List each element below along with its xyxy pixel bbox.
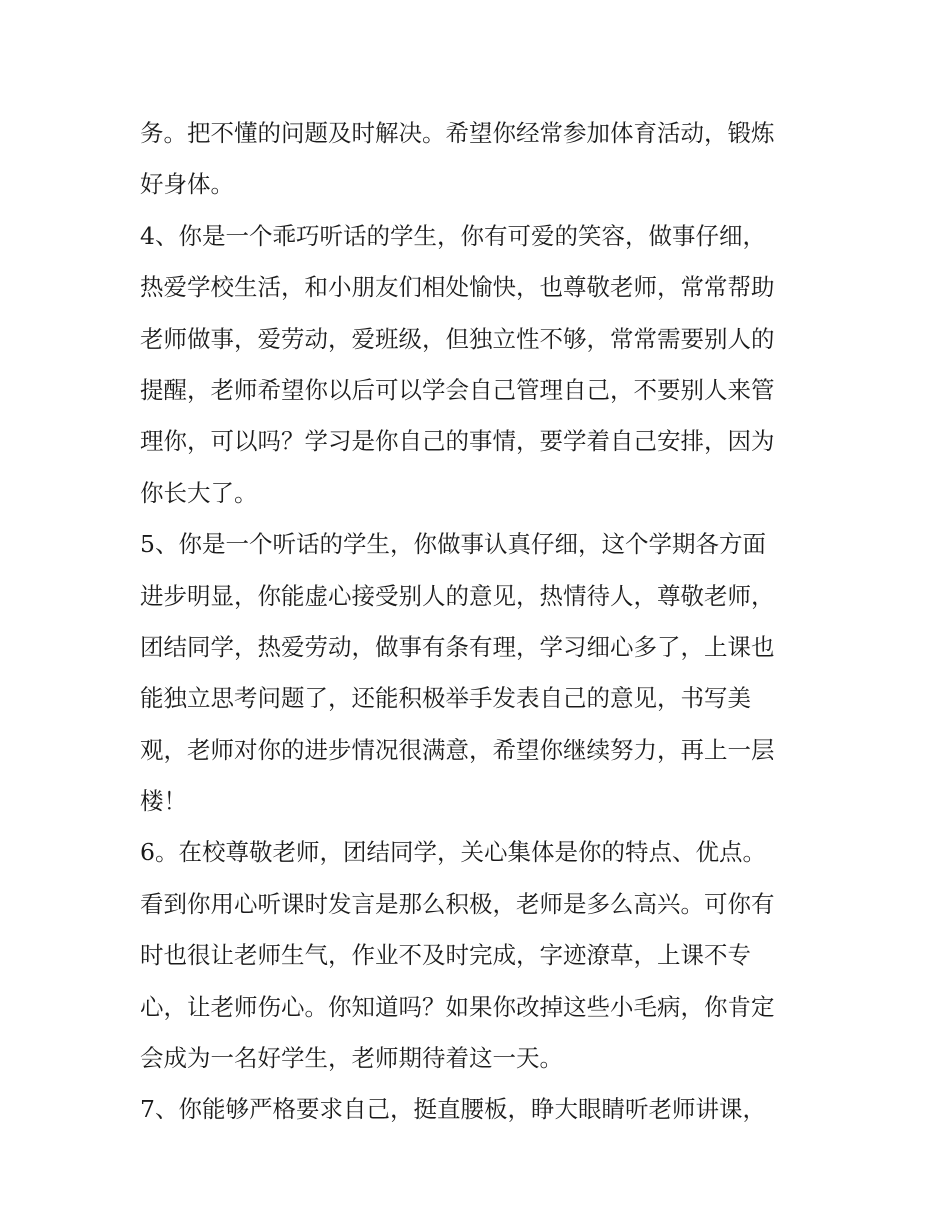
text-line: 好身体。 [140, 170, 234, 199]
text-line: 楼！ [140, 787, 187, 816]
text-line: 4、你是一个乖巧听话的学生，你有可爱的笑容，做事仔细， [140, 221, 766, 250]
text-line: 务。把不懂的问题及时解决。希望你经常参加体育活动，锻炼 [140, 119, 775, 147]
text-line: 理你，可以吗？学习是你自己的事情，要学着自己安排，因为 [140, 427, 775, 456]
text-line: 提醒，老师希望你以后可以学会自己管理自己，不要别人来管 [140, 375, 775, 404]
text-line: 团结同学，热爱劳动，做事有条有理，学习细心多了，上课也 [140, 632, 775, 661]
text-line: 时也很让老师生气，作业不及时完成，字迹潦草，上课不专 [140, 941, 751, 970]
text-line: 你长大了。 [140, 478, 258, 507]
text-line: 6。在校尊敬老师，团结同学，关心集体是你的特点、优点。 [140, 838, 766, 867]
text-line: 能独立思考问题了，还能积极举手发表自己的意见，书写美 [140, 684, 751, 713]
text-line: 看到你用心听课时发言是那么积极，老师是多么高兴。可你有 [140, 889, 775, 918]
text-line: 心，让老师伤心。你知道吗？如果你改掉这些小毛病，你肯定 [140, 992, 775, 1021]
text-line: 老师做事，爱劳动，爱班级，但独立性不够，常常需要别人的 [140, 324, 775, 353]
text-line: 进步明显，你能虚心接受别人的意见，热情待人，尊敬老师， [140, 581, 775, 610]
document-body [140, 108, 830, 1136]
text-line: 会成为一名好学生，老师期待着这一天。 [140, 1044, 563, 1073]
text-line: 观，老师对你的进步情况很满意，希望你继续努力，再上一层 [140, 735, 775, 764]
text-line: 5、你是一个听话的学生，你做事认真仔细，这个学期各方面 [140, 530, 766, 559]
text-line: 热爱学校生活，和小朋友们相处愉快，也尊敬老师，常常帮助 [140, 273, 775, 302]
text-line: 7、你能够严格要求自己，挺直腰板，睁大眼睛听老师讲课， [140, 1095, 766, 1124]
